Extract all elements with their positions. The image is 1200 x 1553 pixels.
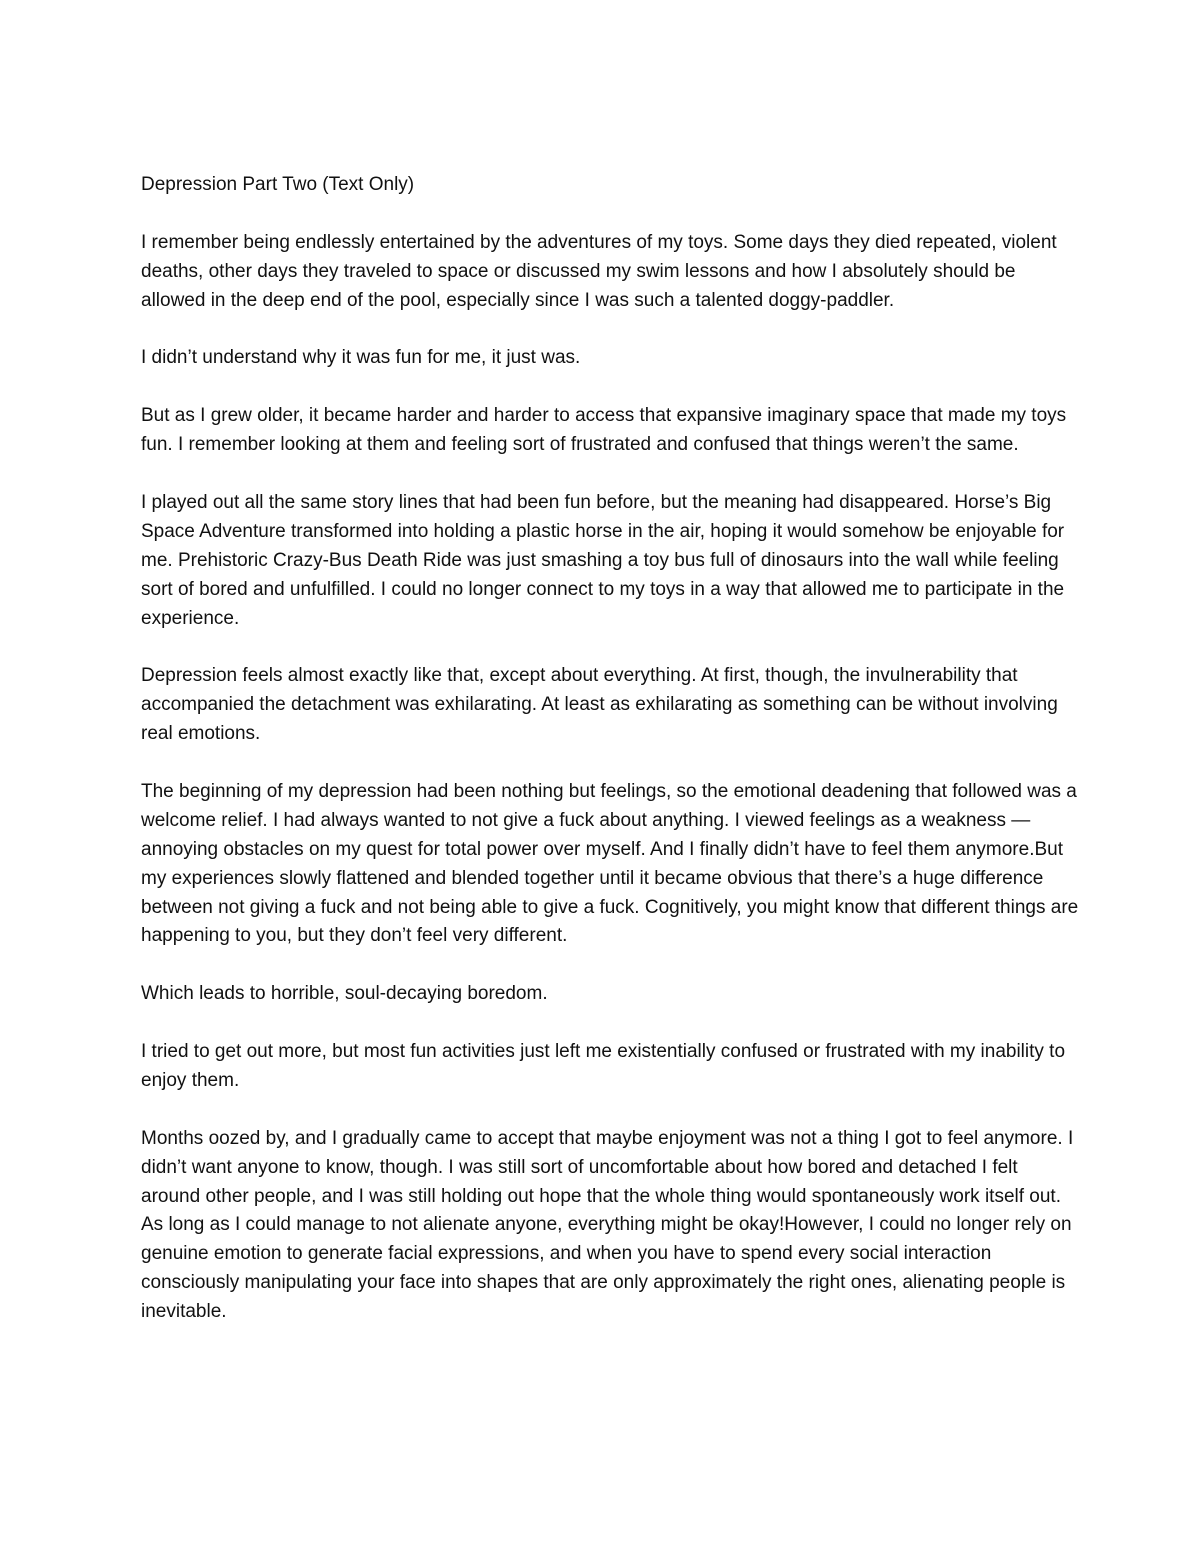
- paragraph-1: I remember being endlessly entertained by the adventures of my toys. Some days they died repeated, violent deaths, other days they traveled to space or discussed my swim lessons and how I absolutely should be allowed in the deep end of the pool, especially since I was such a talented doggy-paddler.: [141, 231, 1057, 311]
- document-title: Depression Part Two (Text Only): [141, 174, 415, 195]
- paragraph-2: I didn’t understand why it was fun for me, it just was.: [141, 347, 581, 369]
- paragraph-4: I played out all the same story lines that had been fun before, but the meaning had disappeared. Horse’s Big Space Adventure transformed into holding a plastic horse in the air, hoping it would somehow be enjoyable for me. Prehistoric Crazy-Bus Death Ride was just smashing a toy bus full of dinosaurs into the wall while feeling sort of bored and unfulfilled. I could no longer connect to my toys in a way that allowed me to participate in the experience.: [141, 491, 1065, 629]
- paragraph-3: But as I grew older, it became harder and harder to access that expansive imaginary space that made my toys fun. I remember looking at them and feeling sort of frustrated and confused that things weren’t the same.: [141, 405, 1067, 456]
- paragraph-7: Which leads to horrible, soul-decaying boredom.: [141, 983, 548, 1005]
- document-body: [141, 171, 1081, 1327]
- paragraph-5: Depression feels almost exactly like that, except about everything. At first, though, the invulnerability that accompanied the detachment was exhilarating. At least as exhilarating as something can be without involving real emotions.: [141, 665, 1058, 745]
- paragraph-8: I tried to get out more, but most fun activities just left me existentially confused or frustrated with my inability to enjoy them.: [141, 1041, 1066, 1091]
- paragraph-9: Months oozed by, and I gradually came to accept that maybe enjoyment was not a thing I got to feel anymore. I didn’t want anyone to know, though. I was still sort of uncomfortable about how bored and detached I felt around other people, and I was still holding out hope that the whole thing would spontaneously work itself out. As long as I could manage to not alienate anyone, everything might be okay!However, I could no longer rely on genuine emotion to generate facial expressions, and when you have to spend every social interaction consciously manipulating your face into shapes that are only approximately the right ones, alienating people is inevitable.: [141, 1127, 1074, 1323]
- paragraph-6: The beginning of my depression had been nothing but feelings, so the emotional deadening that followed was a welcome relief. I had always wanted to not give a fuck about anything. I viewed feelings as a weakness — annoying obstacles on my quest for total power over myself. And I finally didn’t have to feel them anymore.But my experiences slowly flattened and blended together until it became obvious that there’s a huge difference between not giving a fuck and not being able to give a fuck. Cognitively, you might know that different things are happening to you, but they don’t feel very different.: [141, 780, 1079, 947]
